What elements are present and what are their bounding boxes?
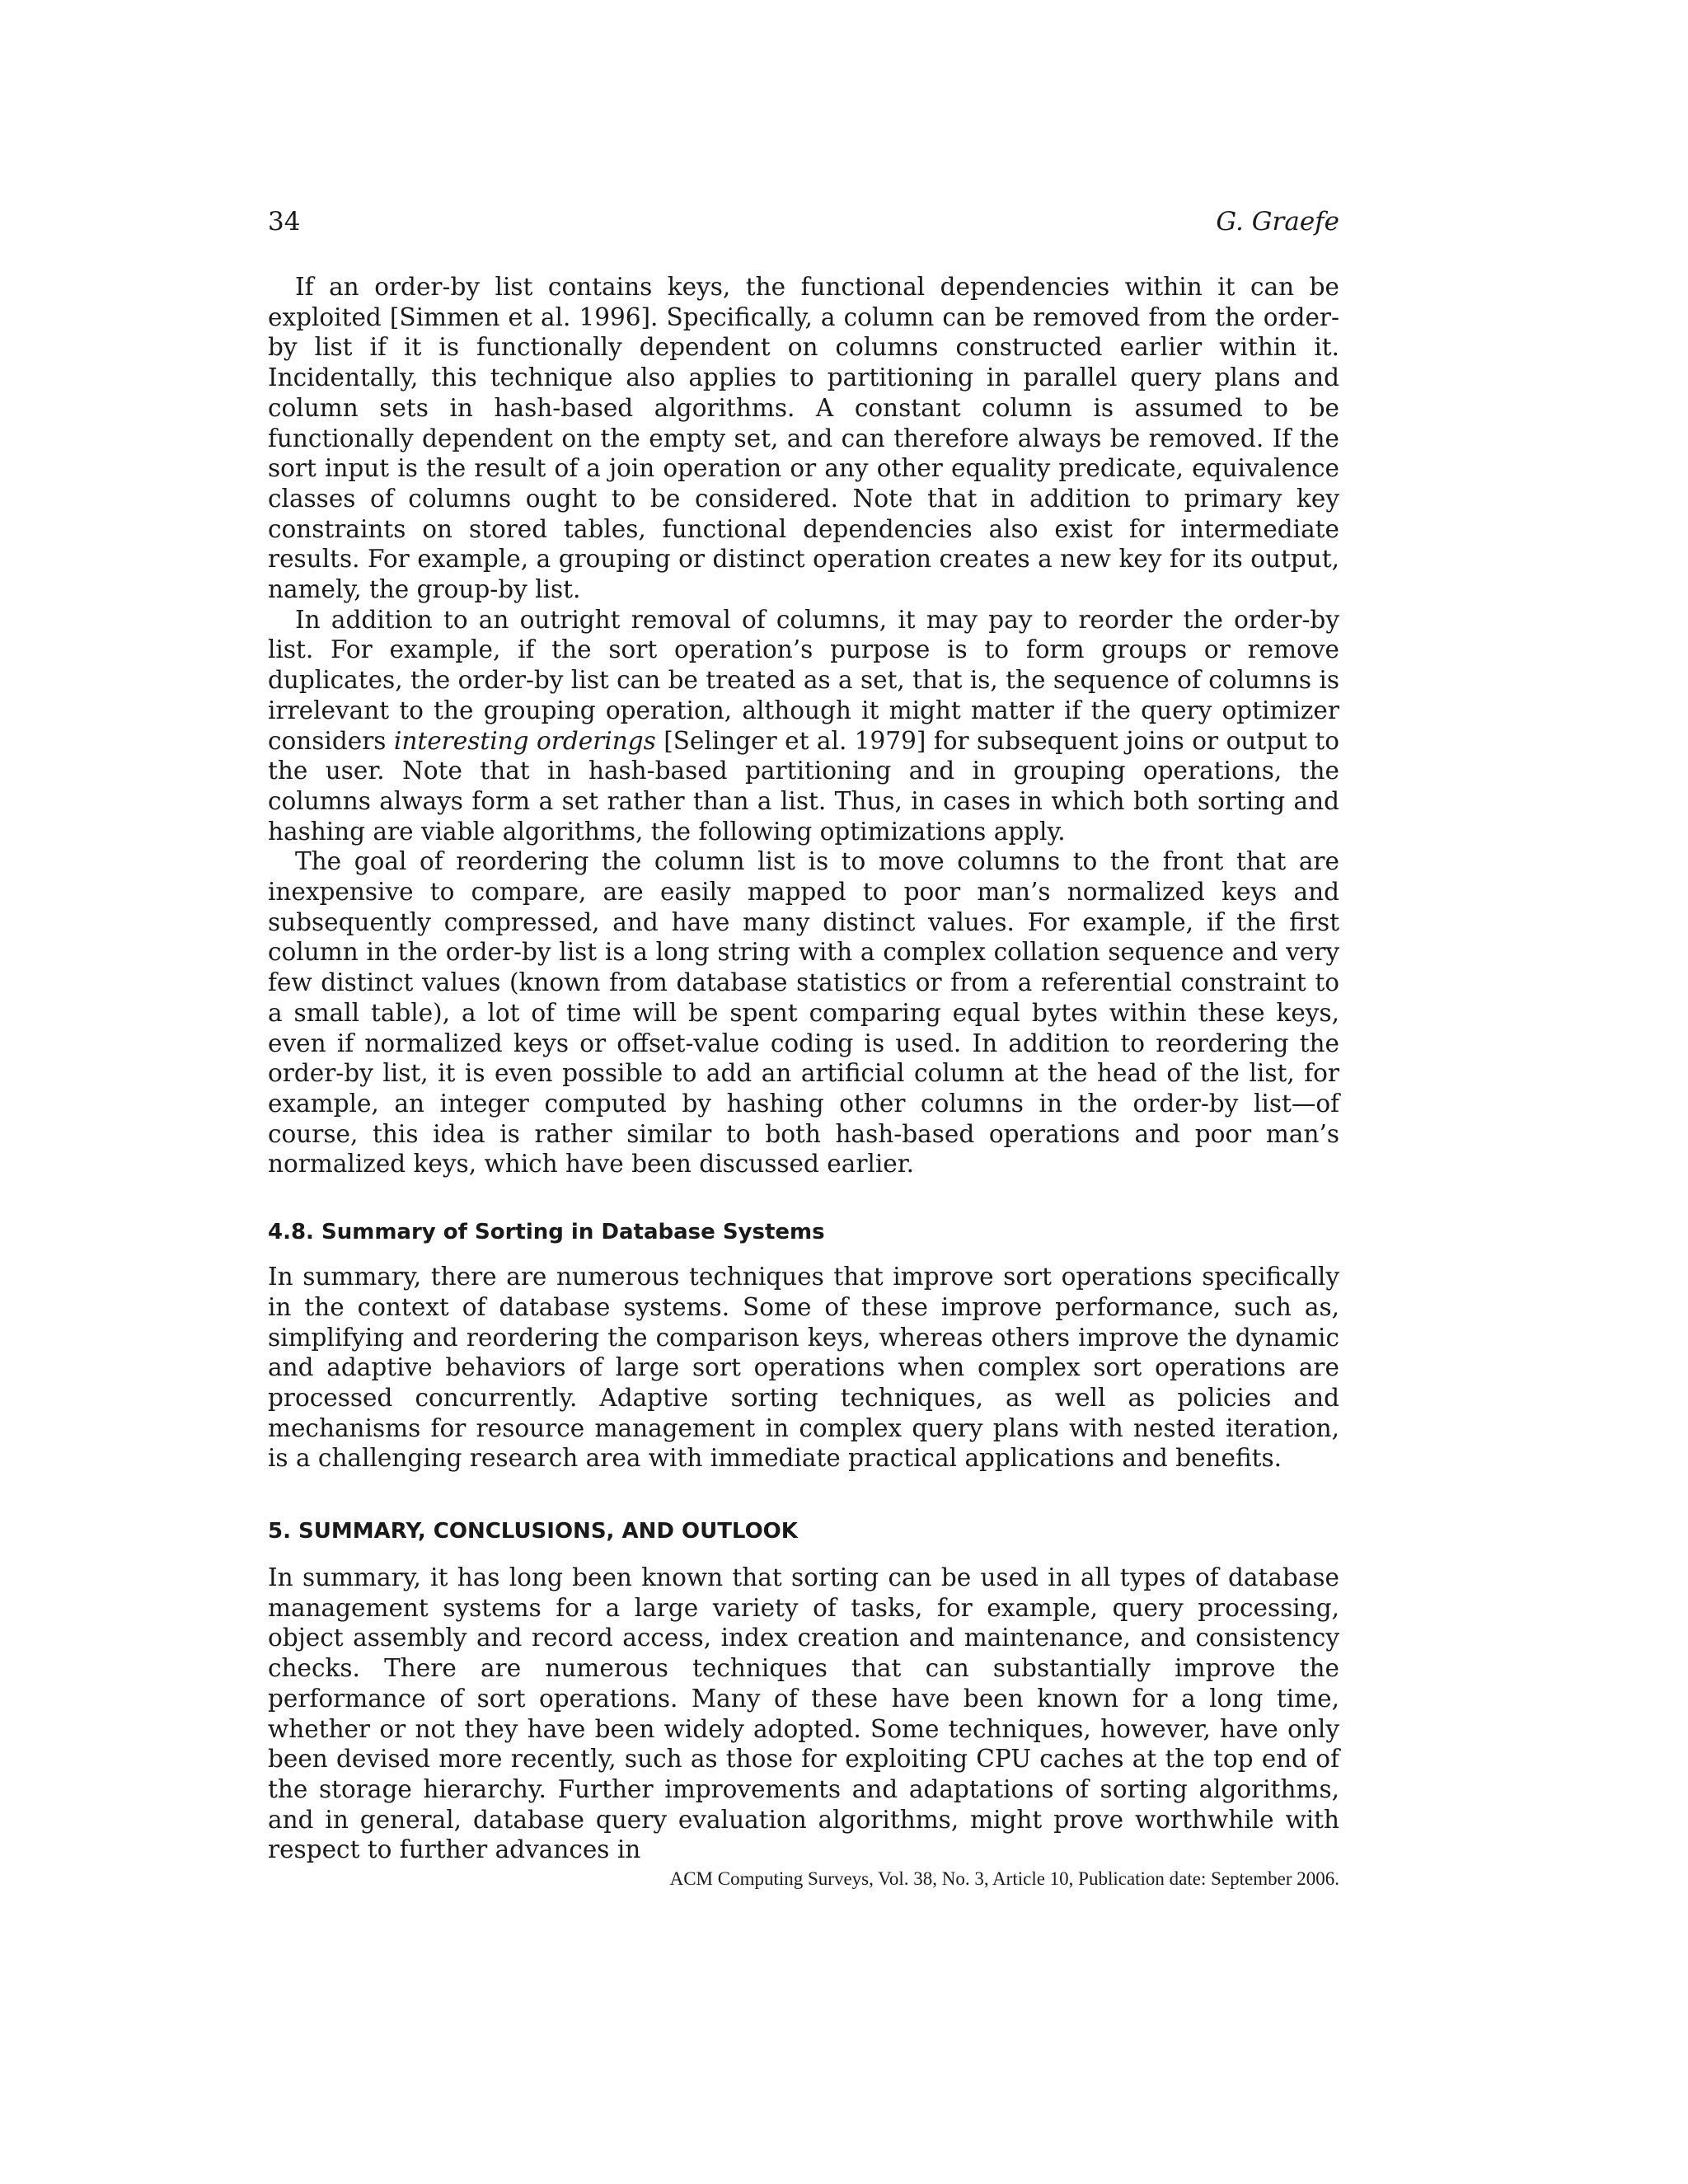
page-header <box>268 204 1339 239</box>
article-body <box>268 272 1339 1865</box>
paragraph-text-part: [Selinger et al. 1979] for subsequent joins or output to the user. Note that in hash-based partitioning and in grouping operations, the columns always form a set rather than a list. Thus, in cases in which both sorting and hashing are viable algorithms, the following optimizations apply. <box>268 726 1339 846</box>
section-heading-4-8: 4.8. Summary of Sorting in Database Systems <box>268 1220 825 1245</box>
page-footer-citation: ACM Computing Surveys, Vol. 38, No. 3, Article 10, Publication date: September 2006. <box>669 1868 1339 1889</box>
paragraph-functional-dependencies: If an order-by list contains keys, the functional dependencies within it can be exploited [Simmen et al. 1996]. Specifically, a column can be removed from the order-by list if it is functionally dependent on columns constructed earlier within it. Incidentally, this technique also applies to partitioning in parallel query plans and column sets in hash-based algorithms. A constant column is assumed to be functionally dependent on the empty set, and can therefore always be removed. If the sort input is the result of a join operation or any other equality predicate, equivalence classes of columns ought to be considered. Note that in addition to primary key constraints on stored tables, functional dependencies also exist for intermediate results. For example, a grouping or distinct operation creates a new key for its output, namely, the group-by list. <box>268 273 1339 604</box>
running-head-author: G. Graefe <box>1216 207 1339 237</box>
paragraph-text-part: In addition to an outright removal of columns, it may pay to reorder the order-by list. For example, if the sort operation’s purpose is to form groups or remove duplicates, the order-by list can be treated as a set, that is, the sequence of columns is irrelevant to the grouping operation, although it might matter if the query optimizer considers <box>268 605 1339 755</box>
emphasized-term: interesting orderings <box>393 726 656 755</box>
page-number: 34 <box>268 207 301 237</box>
paragraph-reorder-order-by <box>268 605 1339 847</box>
paragraph-summary-sorting: In summary, there are numerous techniques that improve sort operations specifically in the context of database systems. Some of these improve performance, such as, simplifying and reordering the comparison keys, whereas others improve the dynamic and adaptive behaviors of large sort operations when complex sort operations are processed concurrently. Adaptive sorting techniques, as well as policies and mechanisms for resource management in complex query plans with nested iteration, is a challenging research area with immediate practical applications and benefits. <box>268 1263 1339 1473</box>
section-heading-5: 5. SUMMARY, CONCLUSIONS, AND OUTLOOK <box>268 1519 798 1544</box>
paragraph-reordering-goal: The goal of reordering the column list is to move columns to the front that are inexpensive to compare, are easily mapped to poor man’s normalized keys and subsequently compressed, and have many distinct values. For example, if the first column in the order-by list is a long string with a complex collation sequence and very few distinct values (known from database statistics or from a referential constraint to a small table), a lot of time will be spent comparing equal bytes within these keys, even if normalized keys or offset-value coding is used. In addition to reordering the order-by list, it is even possible to add an artificial column at the head of the list, for example, an integer computed by hashing other columns in the order-by list—of course, this idea is rather similar to both hash-based operations and poor man’s normalized keys, which have been discussed earlier. <box>268 847 1339 1179</box>
paragraph-conclusions: In summary, it has long been known that sorting can be used in all types of database management systems for a large variety of tasks, for example, query processing, object assembly and record access, index creation and maintenance, and consistency checks. There are numerous techniques that can substantially improve the performance of sort operations. Many of these have been known for a long time, whether or not they have been widely adopted. Some techniques, however, have only been devised more recently, such as those for exploiting CPU caches at the top end of the storage hierarchy. Further improvements and adaptations of sorting algorithms, and in general, database query evaluation algorithms, might prove worthwhile with respect to further advances in <box>268 1563 1339 1864</box>
